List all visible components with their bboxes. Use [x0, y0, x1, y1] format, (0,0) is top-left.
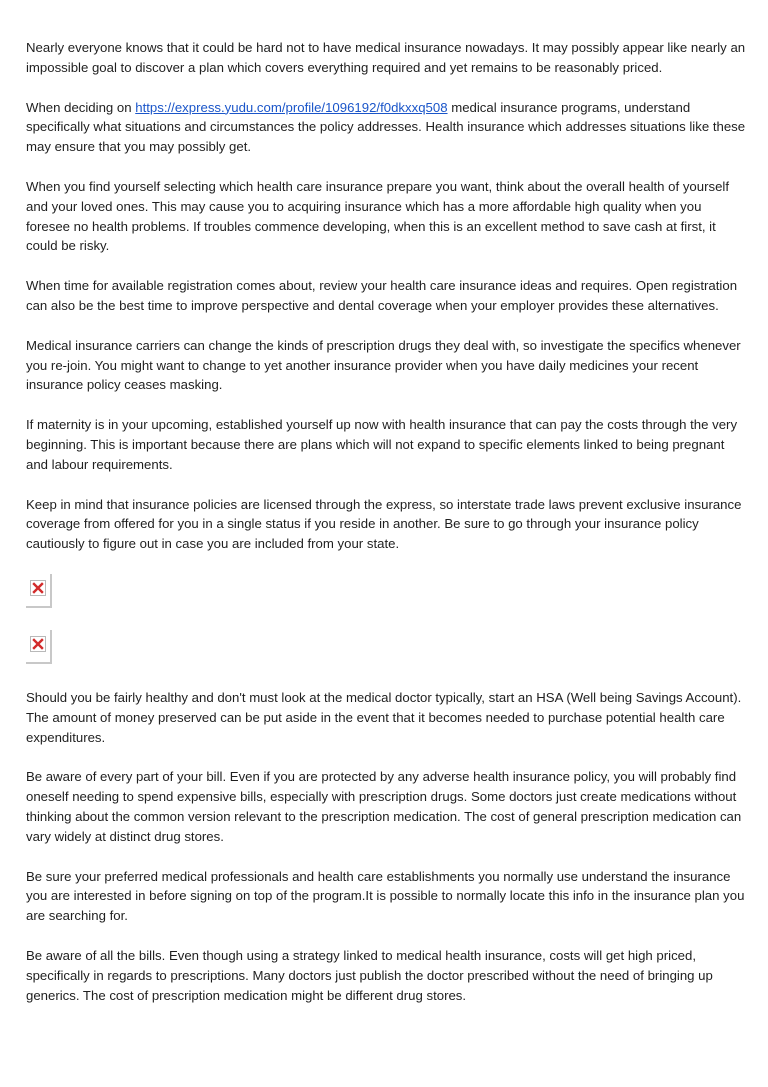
profile-link[interactable]: https://express.yudu.com/profile/1096192/f0dkxxq508 — [135, 99, 448, 115]
paragraph-5: Medical insurance carriers can change the kinds of prescription drugs they deal with, so investigate the specifics whenever you re-join. You might want to change to yet another insurance provider when you have daily medicines your recent insurance policy ceases masking. — [26, 337, 741, 393]
paragraph-8: Should you be fairly healthy and don't must look at the medical doctor typically, start an HSA (Well being Savings Account). The amount of money preserved can be put aside in the event that it becomes needed to purchase potential health care expenditures. — [26, 689, 742, 745]
paragraph-1: Nearly everyone knows that it could be hard not to have medical insurance nowadays. It may possibly appear like nearly an impossible goal to discover a plan which covers everything required and yet remains to be reasonably priced. — [26, 40, 746, 75]
paragraph-4: When time for available registration comes about, review your health care insurance ideas and requires. Open registration can also be the best time to improve perspective and dental coverage when your employer provides these alternatives. — [26, 278, 738, 313]
paragraph-7: Keep in mind that insurance policies are licensed through the express, so interstate trade laws prevent exclusive insurance coverage from offered for you in a single status if you reside in another. Be sure to go through your insurance policy cautiously to figure out in case you are included from your state. — [26, 496, 742, 552]
paragraph-10: Be sure your preferred medical professionals and health care establishments you normally use understand the insurance you are interested in before signing on top of the program.It is possible to normally locate this info in the insurance plan you are searching for. — [26, 868, 745, 924]
image-placeholder-1 — [26, 574, 746, 608]
paragraph-11: Be aware of all the bills. Even though using a strategy linked to medical health insurance, costs will get high priced, specifically in regards to prescriptions. Many doctors just publish the doctor prescribed without the need of bringing up generics. The cost of prescription medication might be different drug stores. — [26, 947, 713, 1003]
paragraph-2-tail: medical insurance programs, understand specifically what situations and circumstances the policy addresses. Health insurance which addresses situations like these may ensure that you may possibly get. — [26, 99, 746, 155]
paragraph-3: When you find yourself selecting which health care insurance prepare you want, think about the overall health of yourself and your loved ones. This may cause you to acquiring insurance which has a more affordable high quality when you foresee no health problems. If troubles commence developing, when this is an excellent method to save cash at first, it could be risky. — [26, 178, 730, 254]
paragraph-6: If maternity is in your upcoming, established yourself up now with health insurance that can pay the costs through the very beginning. This is important because there are plans which will not expand to specific elements linked to being pregnant and labour requirements. — [26, 417, 738, 472]
paragraph-9: Be aware of every part of your bill. Even if you are protected by any adverse health insurance policy, you will probably find oneself needing to spend expensive bills, especially with prescription drugs. Some doctors just create medications without thinking about the common version relevant to the prescription medication. The cost of general prescription medication can vary widely at distinct drug stores. — [26, 769, 742, 844]
broken-image-icon-glyph — [30, 580, 46, 596]
paragraph-2 — [26, 98, 746, 157]
broken-image-icon — [26, 574, 52, 608]
document-page — [26, 38, 746, 1025]
image-placeholder-2 — [26, 630, 746, 664]
broken-image-icon-glyph — [30, 636, 46, 652]
paragraph-2-lead: When deciding on — [26, 99, 136, 115]
broken-image-icon — [26, 630, 52, 664]
